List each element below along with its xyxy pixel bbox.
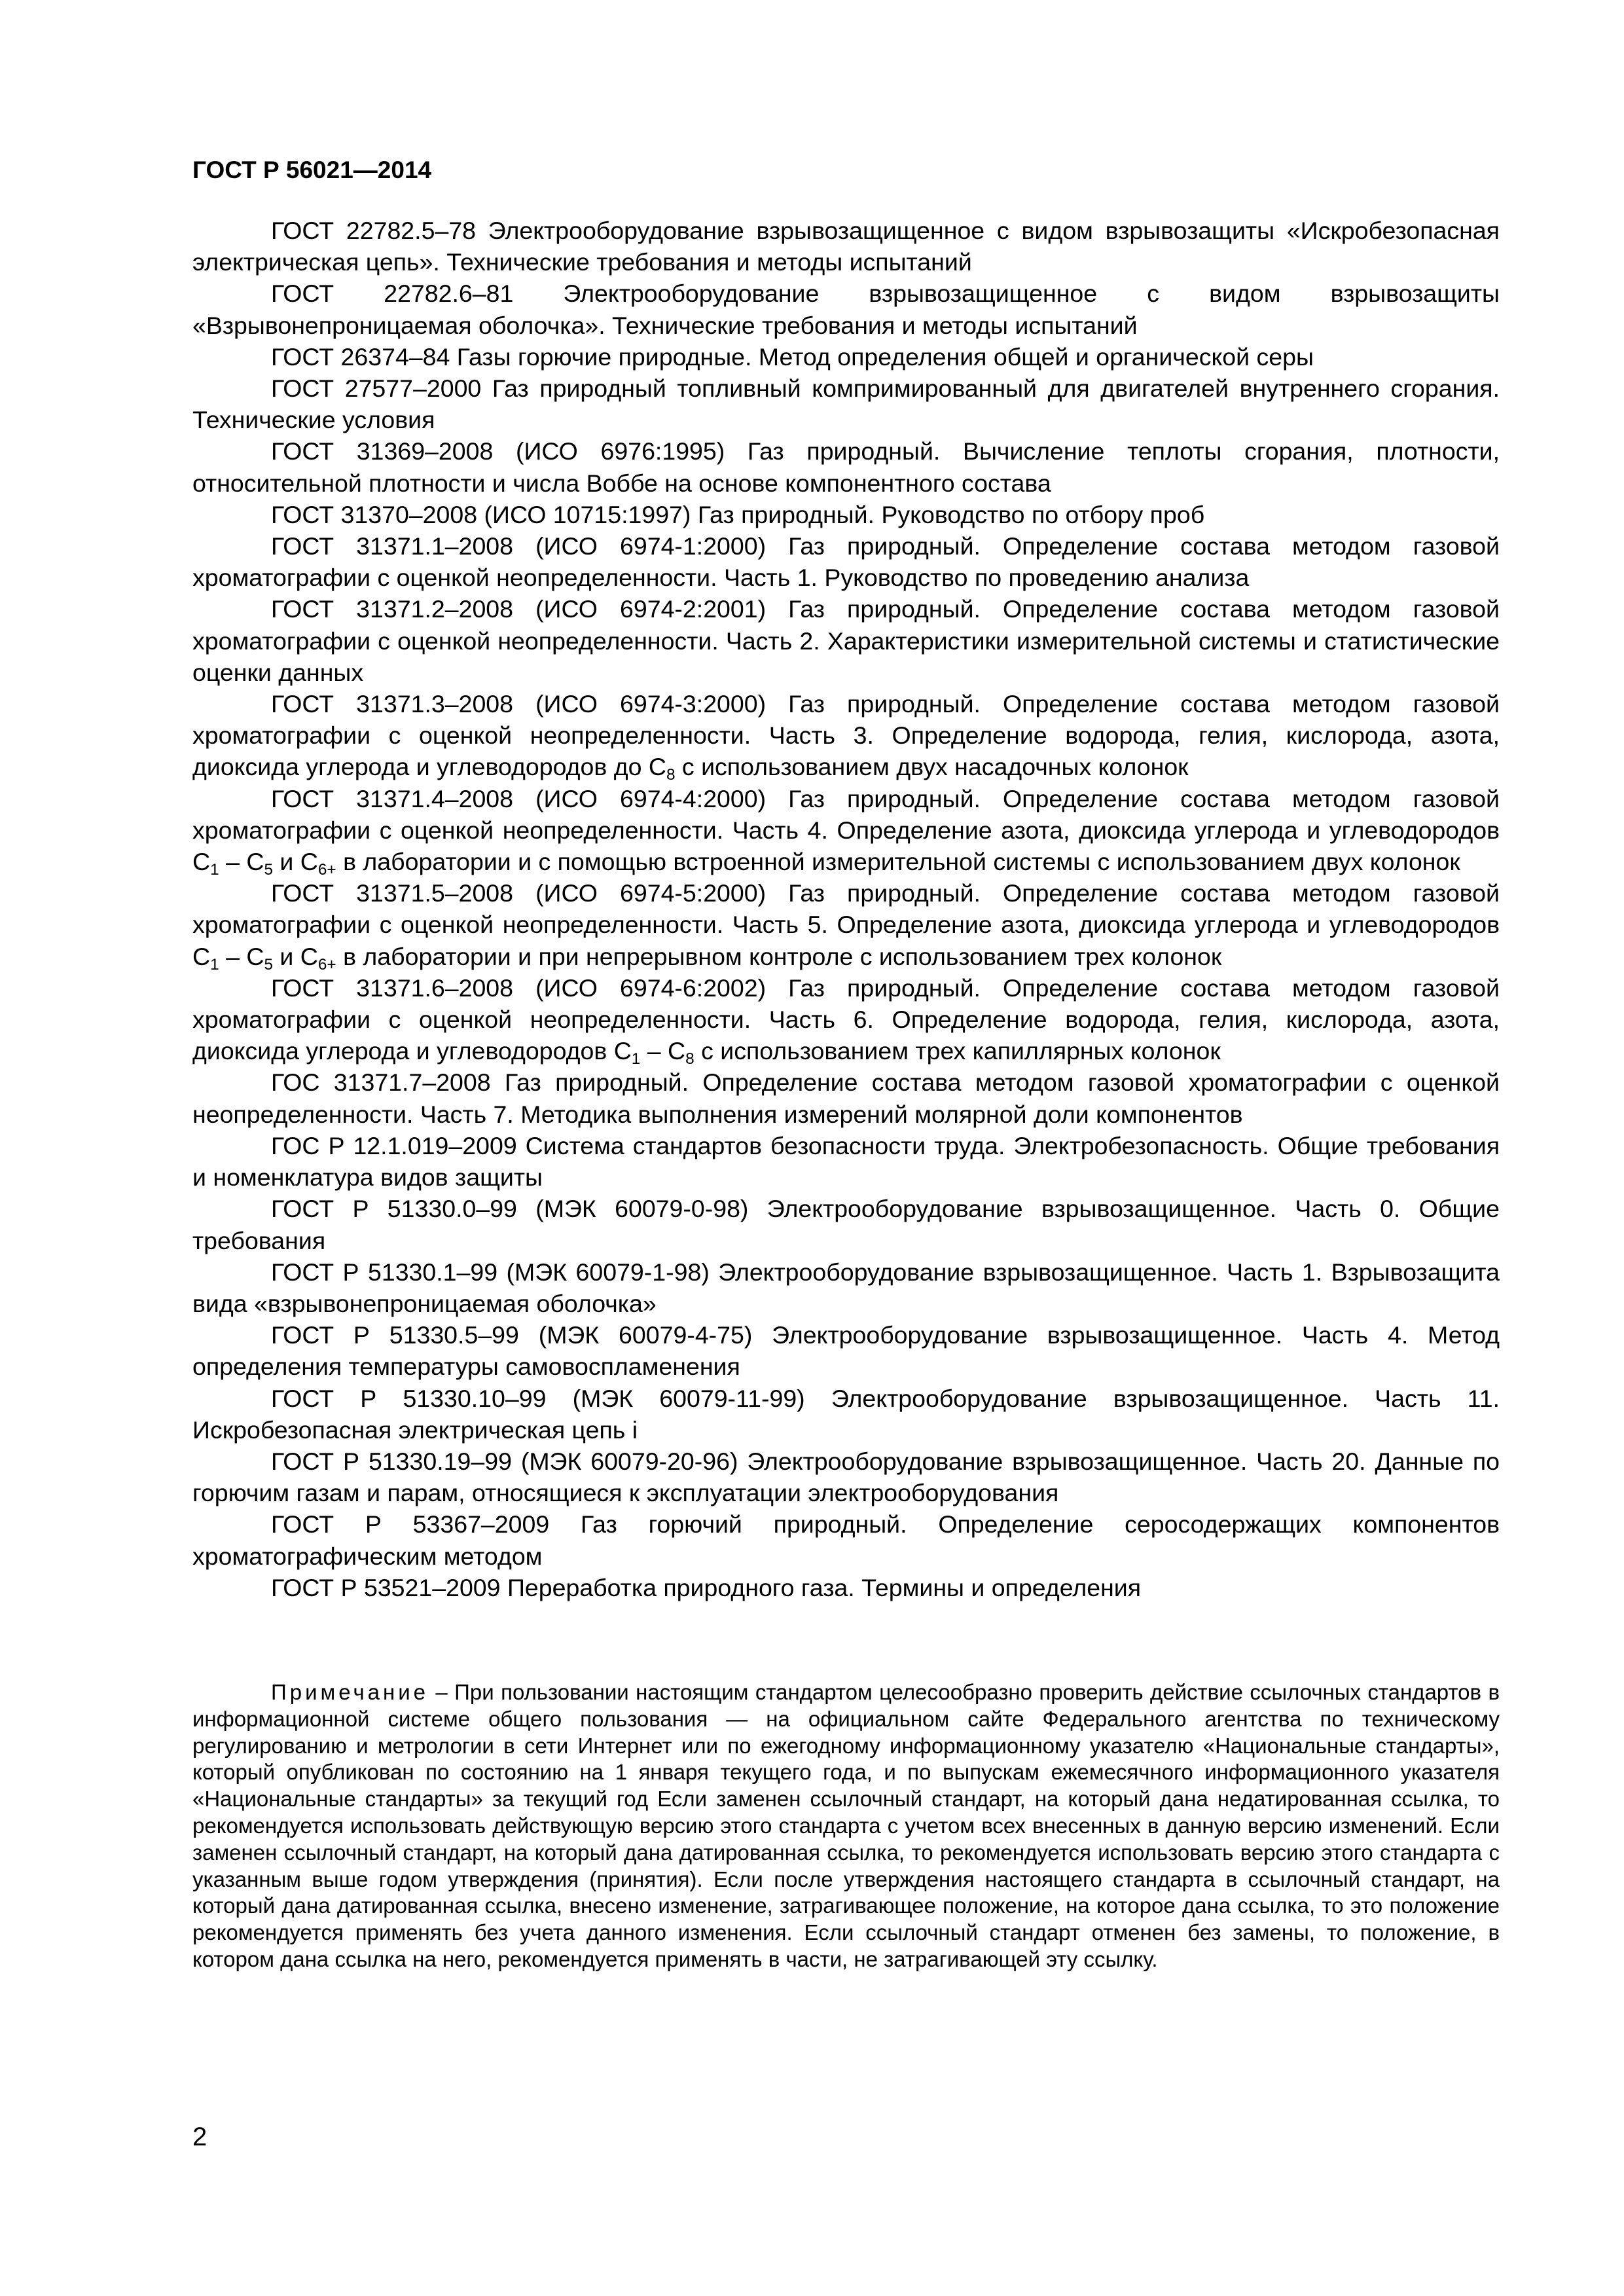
- reference-item: ГОСТ 22782.6–81 Электрооборудование взрывозащищенное с видом взрывозащиты «Взрывонепроницаемая оболочка». Технические требования и методы испытаний: [192, 280, 1500, 339]
- reference-item: ГОС Р 12.1.019–2009 Система стандартов безопасности труда. Электробезопасность. Общие требования и номенклатура видов защиты: [192, 1131, 1500, 1192]
- reference-item: ГОСТ 31371.2–2008 (ИСО 6974-2:2001) Газ природный. Определение состава методом газовой хроматографии с оценкой неопределенности. Часть 2. Характеристики измерительной системы и статистические оценки данных: [192, 595, 1500, 686]
- reference-item: ГОС 31371.7–2008 Газ природный. Определение состава методом газовой хроматографии с оценкой неопределенности. Часть 7. Методика выполнения измерений молярной доли компонентов: [192, 1068, 1500, 1128]
- normative-references-list: [192, 215, 1500, 1603]
- reference-item: ГОСТ 27577–2000 Газ природный топливный компримированный для двигателей внутреннего сгорания. Технические условия: [192, 374, 1500, 434]
- reference-item: ГОСТ 31371.1–2008 (ИСО 6974-1:2000) Газ природный. Определение состава методом газовой хроматографии с оценкой неопределенности. Часть 1. Руководство по проведению анализа: [192, 532, 1500, 592]
- reference-item: ГОСТ 31371.6–2008 (ИСО 6974-6:2002) Газ природный. Определение состава методом газовой хроматографии с оценкой неопределенности. Часть 6. Определение водорода, гелия, кислорода, азота, диоксида углерода и углеводородов $С_1 - С_8$ с использованием трех капиллярных колонок: [192, 974, 1500, 1068]
- reference-item: ГОСТ 31371.3–2008 (ИСО 6974-3:2000) Газ природный. Определение состава методом газовой хроматографии с оценкой неопределенности. Часть 3. Определение водорода, гелия, кислорода, азота, диоксида углерода и углеводородов до $С_8$ с использованием двух насадочных колонок: [192, 690, 1500, 784]
- reference-item: ГОСТ Р 51330.19–99 (МЭК 60079-20-96) Электрооборудование взрывозащищенное. Часть 20. Данные по горючим газам и парам, относящиеся к эксплуатации электрооборудования: [192, 1447, 1500, 1507]
- reference-item: ГОСТ Р 51330.10–99 (МЭК 60079-11-99) Электрооборудование взрывозащищенное. Часть 11. Искробезопасная электрическая цепь i: [192, 1384, 1500, 1444]
- note-label: Примечание: [271, 1680, 429, 1704]
- reference-item: ГОСТ 31370–2008 (ИСО 10715:1997) Газ природный. Руководство по отбору проб: [271, 500, 1205, 528]
- reference-item: ГОСТ 31371.5–2008 (ИСО 6974-5:2000) Газ природный. Определение состава методом газовой хроматографии с оценкой неопределенности. Часть 5. Определение азота, диоксида углерода и углеводородов $С_1 - С_5$ и $С_{6+}$ в лаборатории и при непрерывном контроле с использованием трех колонок: [192, 879, 1500, 974]
- reference-item: ГОСТ Р 51330.0–99 (МЭК 60079-0-98) Электрооборудование взрывозащищенное. Часть 0. Общие требования: [192, 1195, 1500, 1254]
- page-number: 2: [192, 2123, 208, 2151]
- reference-item: ГОСТ Р 51330.5–99 (МЭК 60079-4-75) Электрооборудование взрывозащищенное. Часть 4. Метод определения температуры самовоспламенения: [192, 1321, 1500, 1381]
- reference-item: ГОСТ 26374–84 Газы горючие природные. Метод определения общей и органической серы: [271, 342, 1314, 371]
- reference-item: ГОСТ 31369–2008 (ИСО 6976:1995) Газ природный. Вычисление теплоты сгорания, плотности, относительной плотности и числа Воббе на основе компонентного состава: [192, 437, 1500, 497]
- reference-item: ГОСТ Р 53521–2009 Переработка природного газа. Термины и определения: [271, 1573, 1142, 1601]
- note-dash: –: [429, 1680, 455, 1704]
- note-paragraph: [192, 1679, 1500, 1973]
- note-text: При пользовании настоящим стандартом целесообразно проверить действие ссылочных стандартов в информационной системе общего пользования — на официальном сайте Федерального агентства по техническому регулированию и метрологии в сети Интернет или по ежегодному информационному указателю «Национальные стандарты», который опубликован по состоянию на 1 января текущего года, и по выпускам ежемесячного информационного указателя «Национальные стандарты» за текущий год Если заменен ссылочный стандарт, на который дана недатированная ссылка, то рекомендуется использовать действующую версию этого стандарта с учетом всех внесенных в данную версию изменений. Если заменен ссылочный стандарт, на который дана датированная ссылка, то рекомендуется использовать версию этого стандарта с указанным выше годом утверждения (принятия). Если после утверждения настоящего стандарта в ссылочный стандарт, на который дана датированная ссылка, внесено изменение, затрагивающее положение, на которое дана ссылка, то это положение рекомендуется применять без учета данного изменения. Если ссылочный стандарт отменен без замены, то положение, в котором дана ссылка на него, рекомендуется применять в части, не затрагивающей эту ссылку.: [192, 1680, 1500, 1971]
- reference-item: ГОСТ Р 53367–2009 Газ горючий природный. Определение серосодержащих компонентов хроматографическим методом: [192, 1510, 1500, 1570]
- reference-item: ГОСТ Р 51330.1–99 (МЭК 60079-1-98) Электрооборудование взрывозащищенное. Часть 1. Взрывозащита вида «взрывонепроницаемая оболочка»: [192, 1258, 1500, 1317]
- document-code-header: ГОСТ Р 56021—2014: [192, 156, 432, 183]
- reference-item: ГОСТ 22782.5–78 Электрооборудование взрывозащищенное с видом взрывозащиты «Искробезопасная электрическая цепь». Технические требования и методы испытаний: [192, 217, 1500, 276]
- reference-item: ГОСТ 31371.4–2008 (ИСО 6974-4:2000) Газ природный. Определение состава методом газовой хроматографии с оценкой неопределенности. Часть 4. Определение азота, диоксида углерода и углеводородов $С_1 - С_5$ и $С_{6+}$ в лаборатории и с помощью встроенной измерительной системы с использованием двух колонок: [192, 784, 1500, 879]
